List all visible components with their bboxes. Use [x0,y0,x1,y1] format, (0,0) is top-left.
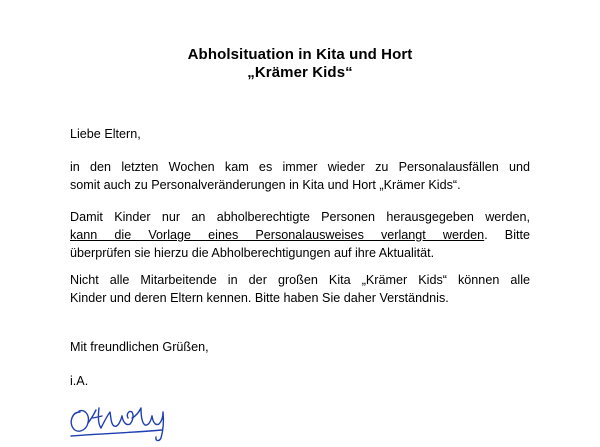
paragraph-understanding-line-1: Nicht alle Mitarbeitende in der großen Kita „Krämer Kids“ können alle [70,273,530,287]
paragraph-pickup-line-2-rest: . Bitte [484,228,530,242]
paragraph-personnel-line-1: in den letzten Wochen kam es immer wieder zu Personalausfällen und [70,160,530,174]
greeting: Liebe Eltern, [70,127,141,141]
paragraph-pickup-line-2 [70,226,530,244]
paragraph-understanding [70,271,530,307]
paragraph-pickup-line-3: überprüfen sie hierzu die Abholberechtigungen auf ihre Aktualität. [70,246,435,260]
paragraph-understanding-line-2: Kinder und deren Eltern kennen. Bitte haben Sie daher Verständnis. [70,291,449,305]
handwritten-signature [66,398,178,444]
paragraph-personnel-line-2: somit auch zu Personalveränderungen in Kita und Hort „Krämer Kids“. [70,178,461,192]
paragraph-pickup-authorization [70,208,530,262]
paragraph-pickup-line-1: Damit Kinder nur an abholberechtigte Personen herausgegeben werden, [70,210,530,224]
on-behalf-abbreviation: i.A. [70,374,89,388]
paragraph-personnel [70,158,530,194]
closing-salutation: Mit freundlichen Grüßen, [70,340,209,354]
id-requirement-underlined: kann die Vorlage eines Personalausweises verlangt werden [70,228,485,242]
page-title: Abholsituation in Kita und Hort [187,46,413,63]
page-subtitle: „Krämer Kids“ [247,64,353,81]
